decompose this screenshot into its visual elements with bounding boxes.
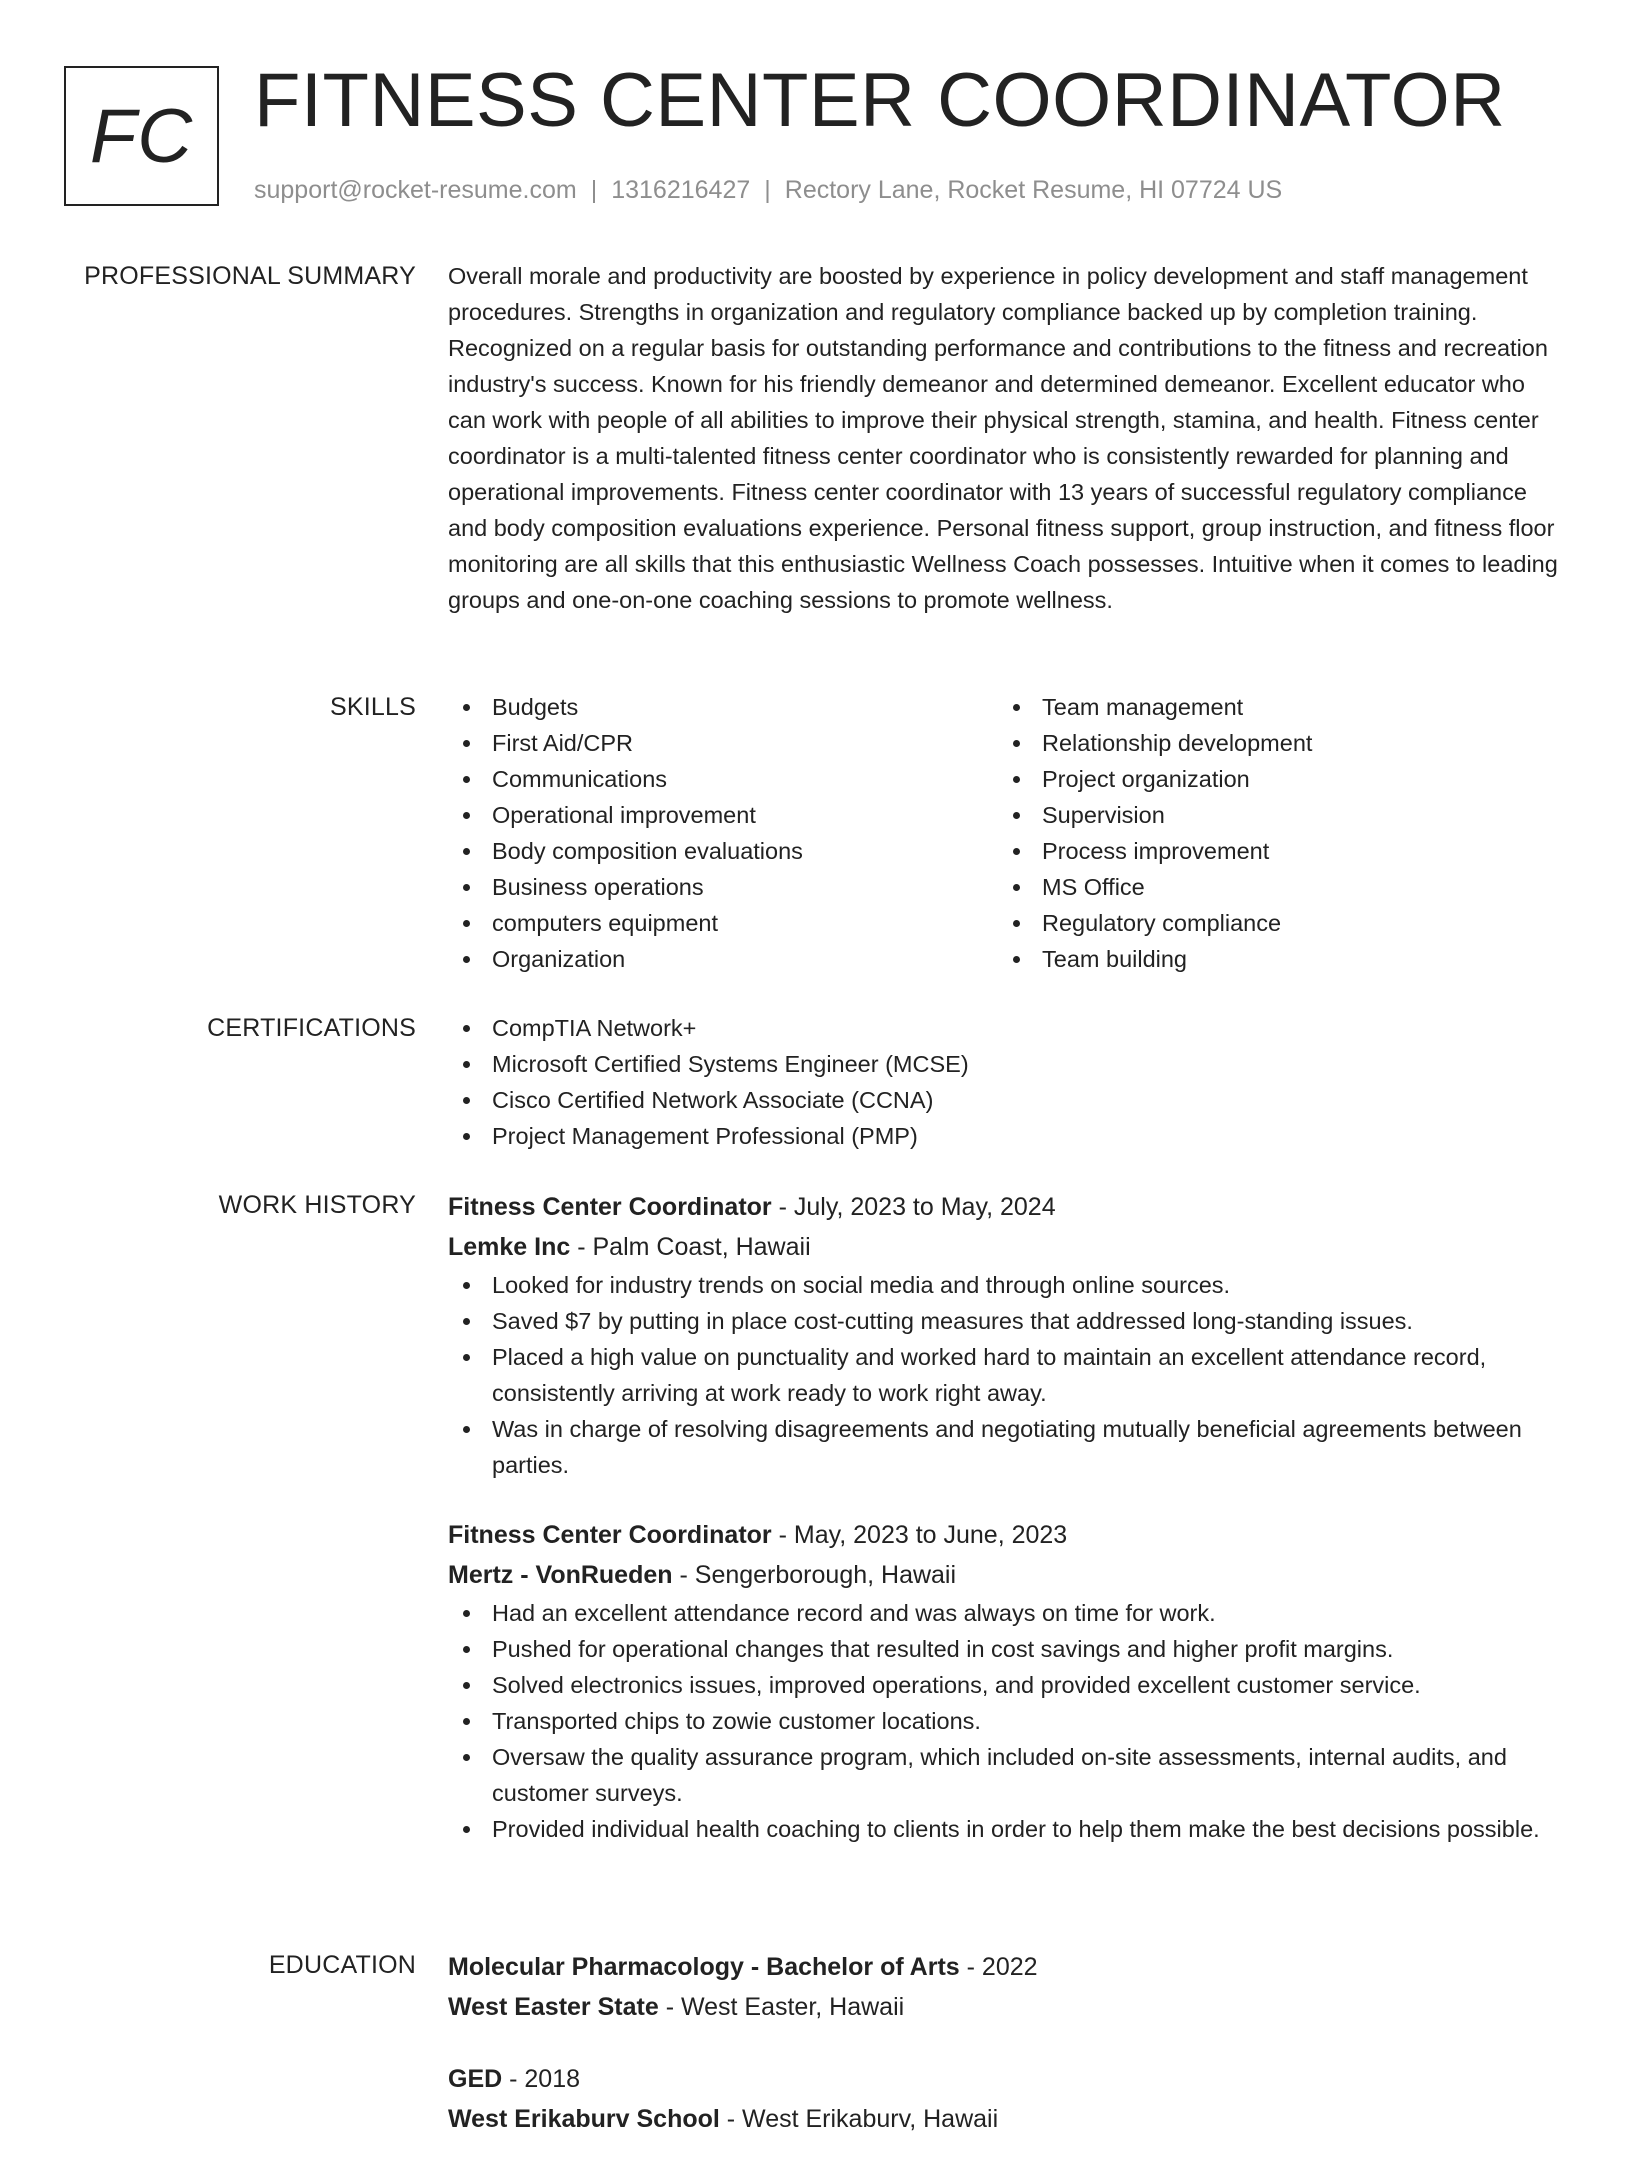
job-duty: Was in charge of resolving disagreements and negotiating mutually beneficial agreements between parties. [448,1411,1568,1483]
contact-email: support@rocket-resume.com [254,176,577,204]
job-company: Mertz - VonRueden [448,1561,673,1589]
certification-item: CompTIA Network+ [448,1010,1568,1046]
certifications-body [448,1010,1568,1154]
job-duty: Oversaw the quality assurance program, which included on-site assessments, internal audits, and customer surveys. [448,1739,1568,1811]
certification-item: Project Management Professional (PMP) [448,1118,1568,1154]
job-duty: Looked for industry trends on social media and through online sources. [448,1267,1568,1303]
skill-item: Supervision [998,797,1548,833]
job-entry [448,1515,1568,1847]
job-entry [448,1187,1568,1483]
job-duty: Provided individual health coaching to clients in order to help them make the best decisions possible. [448,1811,1568,1847]
job-location: - Palm Coast, Hawaii [570,1233,811,1261]
degree-year: - 2022 [959,1953,1038,1981]
school-line [448,2099,1568,2139]
education-body [448,1947,1568,2171]
school-line [448,1987,1568,2027]
contact-line [254,172,1282,208]
contact-separator: | [764,176,771,204]
candidate-name: FITNESS CENTER COORDINATOR [254,58,1506,143]
job-duty: Pushed for operational changes that resulted in cost savings and higher profit margins. [448,1631,1568,1667]
skill-item: Relationship development [998,725,1548,761]
skill-item: computers equipment [448,905,998,941]
degree-year: - 2018 [502,2065,581,2093]
contact-address: Rectory Lane, Rocket Resume, HI 07724 US [784,176,1283,204]
work-history-body [448,1187,1568,1847]
contact-phone: 1316216427 [611,176,751,204]
education-entry [448,2059,1568,2139]
monogram-badge [64,66,219,206]
section-label-skills: SKILLS [330,693,416,721]
job-duty: Had an excellent attendance record and was always on time for work. [448,1595,1568,1631]
skill-item: Operational improvement [448,797,998,833]
job-duty: Saved $7 by putting in place cost-cutting measures that addressed long-standing issues. [448,1303,1568,1339]
education-entry [448,1947,1568,2027]
job-duties-list [448,1267,1568,1483]
job-dates: - July, 2023 to May, 2024 [771,1193,1056,1221]
skill-item: Organization [448,941,998,977]
job-dates: - May, 2023 to June, 2023 [771,1521,1068,1549]
skill-item: MS Office [998,869,1548,905]
job-duty: Placed a high value on punctuality and worked hard to maintain an excellent attendance record, consistently arriving at work ready to work right away. [448,1339,1568,1411]
skill-item: Body composition evaluations [448,833,998,869]
skill-item: Budgets [448,689,998,725]
job-duty: Transported chips to zowie customer locations. [448,1703,1568,1739]
degree: GED [448,2065,503,2093]
job-duty: Solved electronics issues, improved operations, and provided excellent customer service. [448,1667,1568,1703]
job-title: Fitness Center Coordinator [448,1193,772,1221]
job-company-line [448,1555,1568,1595]
summary-text: Overall morale and productivity are boosted by experience in policy development and staff management procedures. Strengths in organization and regulatory compliance backed up by completion training. Recognized on a regular basis for outstanding performance and contributions to the fitness and recreation industry's success. Known for his friendly demeanor and determined demeanor. Excellent educator who can work with people of all abilities to improve their physical strength, stamina, and health. Fitness center coordinator is a multi-talented fitness center coordinator who is consistently rewarded for planning and operational improvements. Fitness center coordinator with 13 years of successful regulatory compliance and body composition evaluations experience. Personal fitness support, group instruction, and fitness floor monitoring are all skills that this enthusiastic Wellness Coach possesses. Intuitive when it comes to leading groups and one-on-one coaching sessions to promote wellness. [448,263,1558,613]
skills-column-right [998,689,1548,977]
job-duties-list [448,1595,1568,1847]
job-company: Lemke Inc [448,1233,571,1261]
certifications-list [448,1010,1568,1154]
skills-column-left [448,689,998,977]
skill-item: Business operations [448,869,998,905]
school-location: - West Erikaburv, Hawaii [719,2105,999,2133]
job-title-line [448,1515,1568,1555]
skills-body [448,689,1568,977]
job-title: Fitness Center Coordinator [448,1521,772,1549]
section-label-education: EDUCATION [268,1951,416,1979]
school: West Erikaburv School [448,2105,720,2133]
degree-line [448,1947,1568,1987]
degree-line [448,2059,1568,2099]
job-location: - Sengerborough, Hawaii [672,1561,957,1589]
section-label-work-history: WORK HISTORY [218,1191,416,1219]
skill-item: Team management [998,689,1548,725]
job-company-line [448,1227,1568,1267]
skill-item: Project organization [998,761,1548,797]
section-label-certifications: CERTIFICATIONS [207,1014,416,1042]
monogram-initials: FC [89,93,194,179]
school-location: - West Easter, Hawaii [658,1993,905,2021]
skill-item: Regulatory compliance [998,905,1548,941]
school: West Easter State [448,1993,659,2021]
skill-item: Process improvement [998,833,1548,869]
skill-item: First Aid/CPR [448,725,998,761]
job-title-line [448,1187,1568,1227]
section-label-summary: PROFESSIONAL SUMMARY [84,262,416,290]
contact-separator: | [590,176,598,204]
summary-body [448,258,1568,618]
certification-item: Microsoft Certified Systems Engineer (MCSE) [448,1046,1568,1082]
certification-item: Cisco Certified Network Associate (CCNA) [448,1082,1568,1118]
skill-item: Team building [998,941,1548,977]
degree: Molecular Pharmacology - Bachelor of Arts [448,1953,960,1981]
skill-item: Communications [448,761,998,797]
